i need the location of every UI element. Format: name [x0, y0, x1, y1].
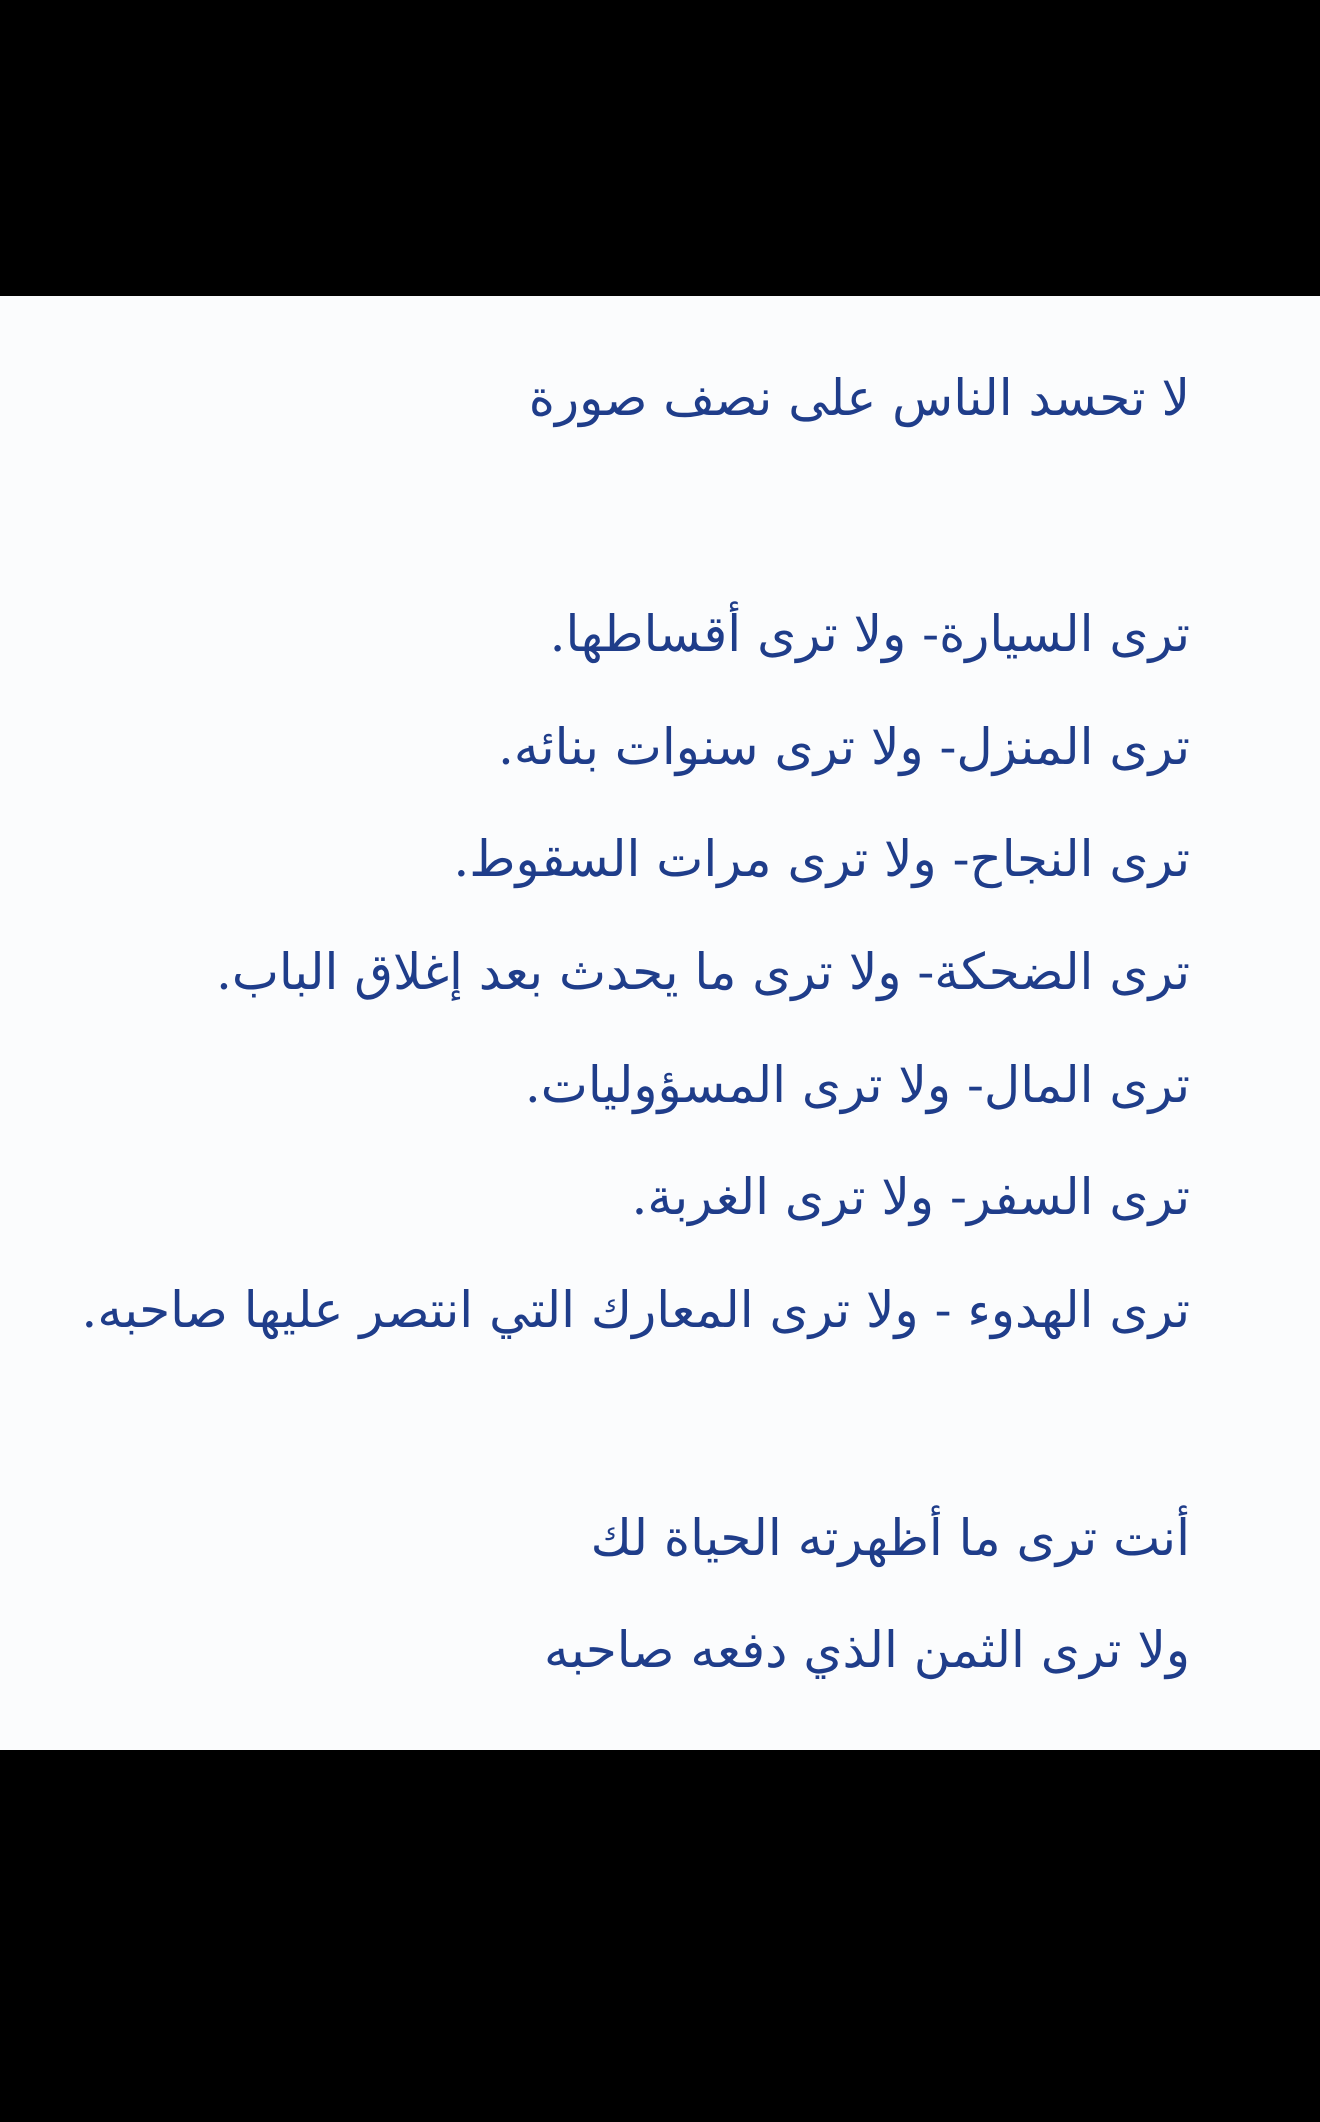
text-line: ترى الهدوء - ولا ترى المعارك التي انتصر عليها صاحبه. — [81, 1281, 1190, 1339]
text-line: ترى السفر- ولا ترى الغربة. — [631, 1168, 1190, 1226]
bottom-black-bar — [0, 1750, 1320, 2122]
text-line: ترى السيارة- ولا ترى أقساطها. — [549, 605, 1190, 663]
text-line: ترى النجاح- ولا ترى مرات السقوط. — [453, 830, 1190, 888]
closing-line: ولا ترى الثمن الذي دفعه صاحبه — [543, 1621, 1190, 1679]
text-line: ترى المنزل- ولا ترى سنوات بنائه. — [498, 718, 1190, 776]
document-title: لا تحسد الناس على نصف صورة — [528, 369, 1190, 427]
closing-line: أنت ترى ما أظهرته الحياة لك — [590, 1509, 1190, 1567]
text-line: ترى الضحكة- ولا ترى ما يحدث بعد إغلاق الباب. — [215, 943, 1190, 1001]
text-line: ترى المال- ولا ترى المسؤوليات. — [524, 1056, 1190, 1114]
document-page — [0, 296, 1320, 1750]
top-black-bar — [0, 0, 1320, 296]
